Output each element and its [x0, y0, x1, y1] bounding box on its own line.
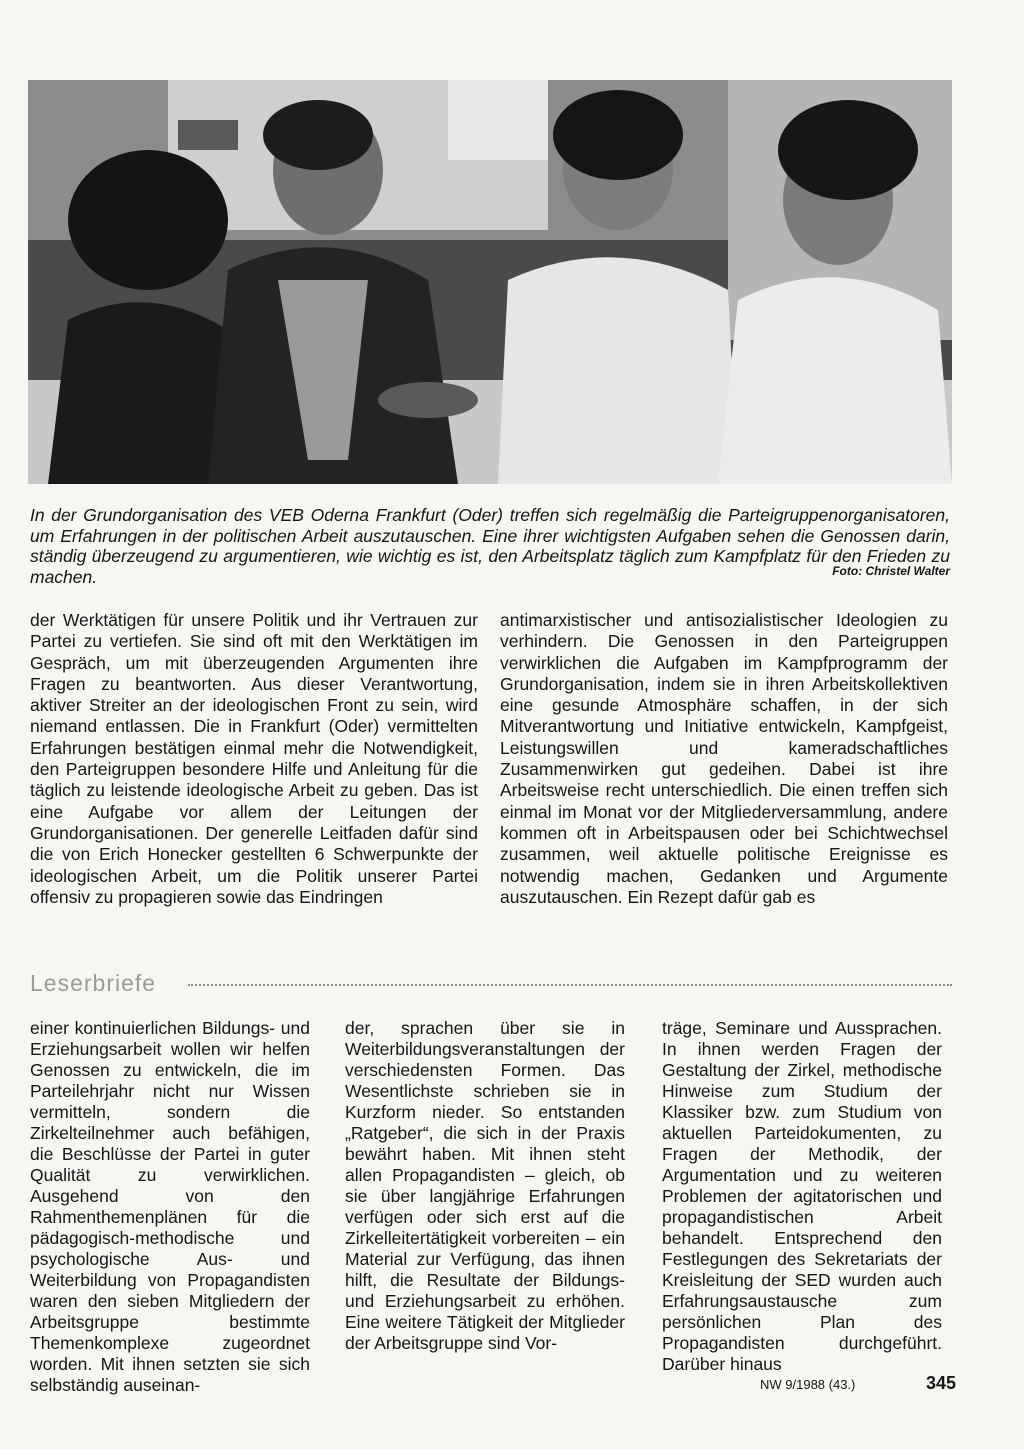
- photo-caption: [30, 505, 950, 587]
- page-footer: [760, 1373, 960, 1393]
- upper-column-left: [30, 610, 478, 929]
- upper-column-right: [500, 610, 948, 929]
- caption-text: In der Grundorganisation des VEB Oderna Frankfurt (Oder) treffen sich regelmäßig die Parteigruppenorganisatoren, um Erfahrungen in der politischen Arbeit auszutauschen. Eine ihrer wichtigsten Aufgaben sehen die Genossen darin, ständig überzeugend zu argumentieren, wie wichtig es ist, den Arbeitsplatz täglich zum Kampfplatz für den Frieden zu machen.: [30, 505, 950, 587]
- lower-column-3: [662, 1018, 942, 1374]
- photo: [28, 80, 952, 484]
- page-number: 345: [926, 1373, 957, 1393]
- lower-col3-text: träge, Seminare und Aussprachen. In ihnen werden Fragen der Gestaltung der Zirkel, methodische Hinweise zum Studium der Klassiker bzw. zum Studium von aktuellen Parteidokumenten, zu Fragen der Methodik, der Argumentation und zu weiteren Problemen der agitatorischen und propagandistischen Arbeit behandelt. Entsprechend den Festlegungen des Sekretariats der Kreisleitung der SED wurden auch Erfahrungsaustausche zum persönlichen Plan des Propagandisten durchgeführt. Darüber hinaus: [662, 1018, 942, 1374]
- section-rule: [28, 972, 952, 996]
- lower-column-1: [30, 1018, 310, 1395]
- section-label: Leserbriefe: [30, 970, 157, 996]
- issue-label: NW 9/1988 (43.): [760, 1377, 856, 1392]
- lower-column-2: [345, 1018, 625, 1353]
- photo-illustration: [28, 80, 952, 484]
- lower-col1-text: einer kontinuierlichen Bildungs- und Erziehungsarbeit wollen wir helfen Genossen zu entwickeln, die im Parteilehrjahr nicht nur Wissen vermitteln, sondern die Zirkelteilnehmer auch befähigen, die Beschlüsse der Partei in guter Qualität zu verwirklichen. Ausgehend von den Rahmenthemenplänen für die pädagogisch-methodische und psychologische Aus- und Weiterbildung von Propagandisten waren den sieben Mitgliedern der Arbeitsgruppe bestimmte Themenkomplexe zugeordnet worden. Mit ihnen setzten sie sich selbständig auseinan-: [30, 1018, 310, 1395]
- photo-credit: Foto: Christel Walter: [832, 564, 950, 578]
- dotted-divider: [188, 984, 952, 988]
- upper-right-text: antimarxistischer und antisozialistischer Ideologien zu verhindern. Die Genossen in den Parteigruppen verwirklichen die Aufgaben im Kampfprogramm der Grundorganisation, indem sie in ihren Arbeitskollektiven eine gesunde Atmosphäre schaffen, in der sich Mitverantwortung und Initiative entwickeln, Kampfgeist, Leistungswillen und kameradschaftliches Zusammenwirken gut gedeihen. Dabei ist ihre Arbeitsweise recht unterschiedlich. Die einen treffen sich einmal im Monat vor der Mitgliederversammlung, andere kommen oft in Arbeitspausen oder bei Schichtwechsel zusammen, weil aktuelle politische Ereignisse es notwendig machen, Gedanken und Argumente auszutauschen. Ein Rezept dafür gab es: [500, 610, 948, 907]
- lower-col2-text: der, sprachen über sie in Weiterbildungsveranstaltungen der verschiedensten Formen. Das Wesentlichste schrieben sie in Kurzform nieder. So entstanden „Ratgeber“, die sich in der Praxis bewährt haben. Mit ihnen steht allen Propagandisten – gleich, ob sie über langjährige Erfahrungen verfügen oder sich erst auf die Zirkelleitertätigkeit vorbereiten – ein Material zur Verfügung, das ihnen hilft, die Resultate der Bildungs- und Erziehungsarbeit zu erhöhen. Eine weitere Tätigkeit der Mitglieder der Arbeitsgruppe sind Vor-: [345, 1018, 625, 1353]
- upper-left-text: der Werktätigen für unsere Politik und ihr Vertrauen zur Partei zu vertiefen. Sie sind oft mit den Werktätigen im Gespräch, um mit überzeugenden Argumenten ihre Fragen zu beantworten. Aus dieser Verantwortung, aktiver Streiter an der ideologischen Front zu sein, wird niemand entlassen. Die in Frankfurt (Oder) vermittelten Erfahrungen bestätigen einmal mehr die Notwendigkeit, den Parteigruppen besondere Hilfe und Anleitung für die täglich zu leistende ideologische Arbeit zu geben. Das ist eine Aufgabe vor allem der Leitungen der Grundorganisationen. Der generelle Leitfaden dafür sind die von Erich Honecker gestellten 6 Schwerpunkte der ideologischen Arbeit, um die Politik unserer Partei offensiv zu propagieren sowie das Eindringen: [30, 610, 478, 907]
